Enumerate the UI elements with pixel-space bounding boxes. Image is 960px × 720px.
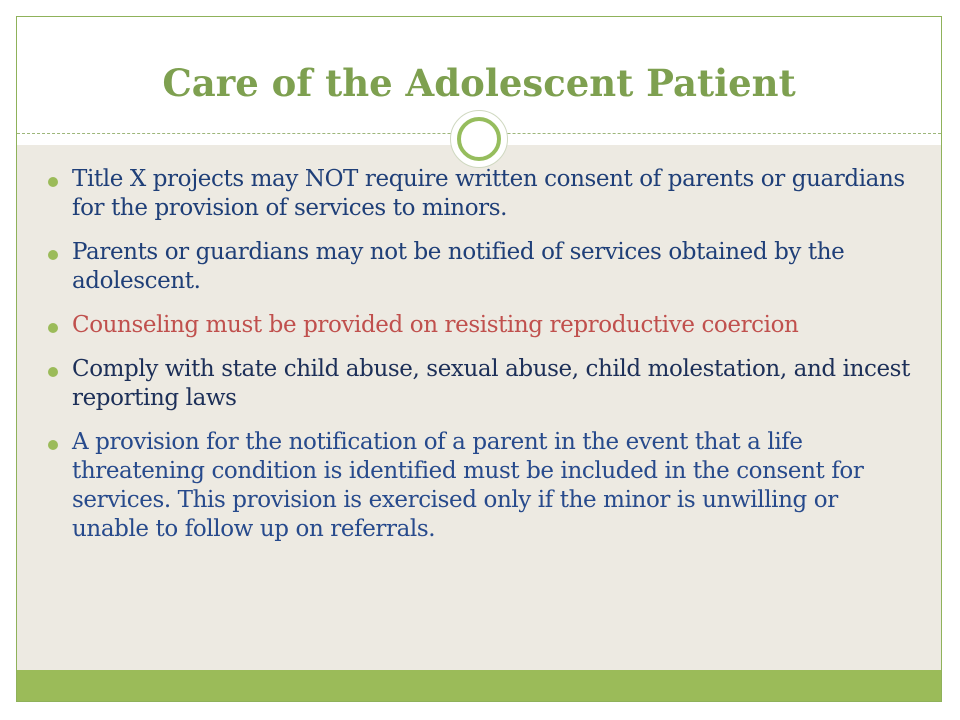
slide-title: Care of the Adolescent Patient — [162, 61, 796, 105]
bullet-dot-icon — [48, 250, 58, 260]
bullet-item — [46, 165, 916, 223]
bullet-item — [46, 311, 916, 340]
circle-ornament-icon — [457, 117, 501, 161]
bullet-dot-icon — [48, 440, 58, 450]
bullet-item — [46, 428, 916, 544]
footer-bar — [17, 670, 941, 701]
bullet-text: Title X projects may NOT require written consent of parents or guardians for the provision of services to minors. — [72, 166, 905, 221]
bullet-dot-icon — [48, 323, 58, 333]
bullet-item — [46, 355, 916, 413]
bullet-list — [46, 165, 916, 559]
bullet-text: Parents or guardians may not be notified of services obtained by the adolescent. — [72, 239, 845, 294]
bullet-text: A provision for the notification of a parent in the event that a life threatening condition is identified must be included in the consent for services. This provision is exercised only if the minor is unwilling or unable to follow up on referrals. — [72, 429, 864, 542]
bullet-item — [46, 238, 916, 296]
bullet-text: Counseling must be provided on resisting reproductive coercion — [72, 312, 799, 338]
bullet-text: Comply with state child abuse, sexual abuse, child molestation, and incest reporting laws — [72, 356, 910, 411]
bullet-dot-icon — [48, 177, 58, 187]
bullet-dot-icon — [48, 367, 58, 377]
